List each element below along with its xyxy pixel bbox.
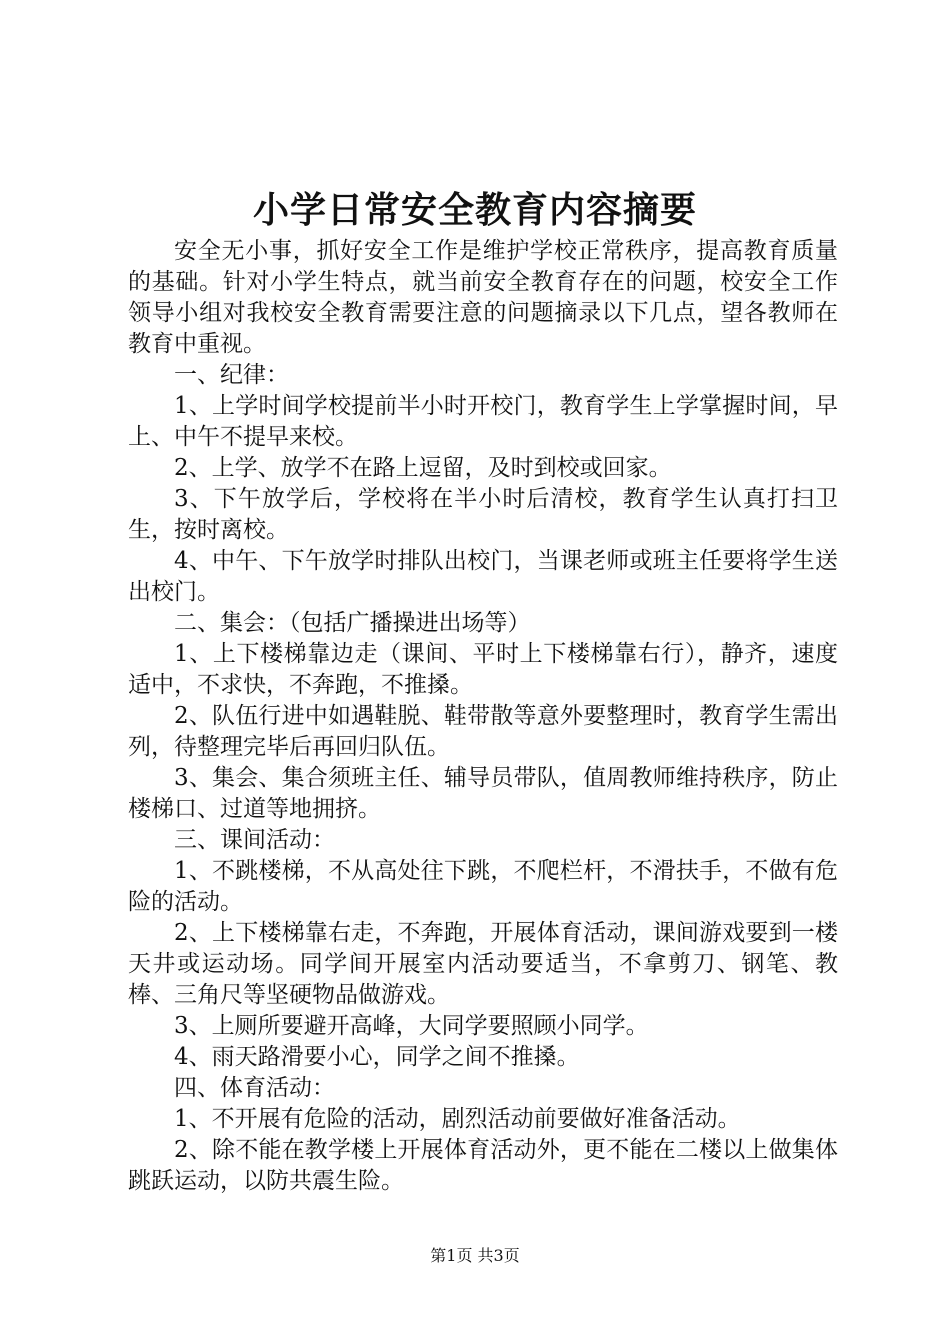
paragraph-item: 3、下午放学后，学校将在半小时后清校，教育学生认真打扫卫生，按时离校。 [128, 486, 838, 543]
paragraph-item: 4、雨天路滑要小心，同学之间不推搡。 [174, 1044, 580, 1070]
paragraph-item: 1、上学时间学校提前半小时开校门，教育学生上学掌握时间，早上、中午不提早来校。 [128, 393, 838, 450]
paragraph-item: 3、上厕所要避开高峰，大同学要照顾小同学。 [174, 1013, 649, 1039]
paragraph-item: 1、不跳楼梯，不从高处往下跳，不爬栏杆，不滑扶手，不做有危险的活动。 [128, 858, 838, 915]
document-title: 小学日常安全教育内容摘要 [252, 189, 697, 231]
page-number-footer: 第1页 共3页 [430, 1246, 520, 1265]
document-body [128, 236, 838, 1197]
section-heading-discipline: 一、纪律： [174, 362, 289, 388]
paragraph-item: 2、队伍行进中如遇鞋脱、鞋带散等意外要整理时，教育学生需出列，待整理完毕后再回归队伍。 [128, 703, 838, 760]
paragraph-item: 1、上下楼梯靠边走（课间、平时上下楼梯靠右行），静齐，速度适中，不求快，不奔跑，不推搡。 [128, 641, 838, 698]
paragraph-intro: 安全无小事，抓好安全工作是维护学校正常秩序，提高教育质量的基础。针对小学生特点，就当前安全教育存在的问题，校安全工作领导小组对我校安全教育需要注意的问题摘录以下几点，望各教师在教育中重视。 [128, 238, 838, 357]
paragraph-item: 2、上学、放学不在路上逗留，及时到校或回家。 [174, 455, 672, 481]
section-heading-sports: 四、体育活动： [174, 1075, 335, 1101]
paragraph-item: 2、除不能在教学楼上开展体育活动外，更不能在二楼以上做集体跳跃运动，以防共震生险。 [128, 1137, 838, 1194]
paragraph-item: 4、中午、下午放学时排队出校门，当课老师或班主任要将学生送出校门。 [128, 548, 838, 605]
section-heading-assembly: 二、集会：（包括广播操进出场等） [174, 610, 531, 636]
paragraph-item: 3、集会、集合须班主任、辅导员带队，值周教师维持秩序，防止楼梯口、过道等地拥挤。 [128, 765, 838, 822]
section-heading-recess: 三、课间活动： [174, 827, 335, 853]
paragraph-item: 1、不开展有危险的活动，剧烈活动前要做好准备活动。 [174, 1106, 741, 1132]
paragraph-item: 2、上下楼梯靠右走，不奔跑，开展体育活动，课间游戏要到一楼天井或运动场。同学间开展室内活动要适当，不拿剪刀、钢笔、教棒、三角尺等坚硬物品做游戏。 [128, 920, 838, 1008]
